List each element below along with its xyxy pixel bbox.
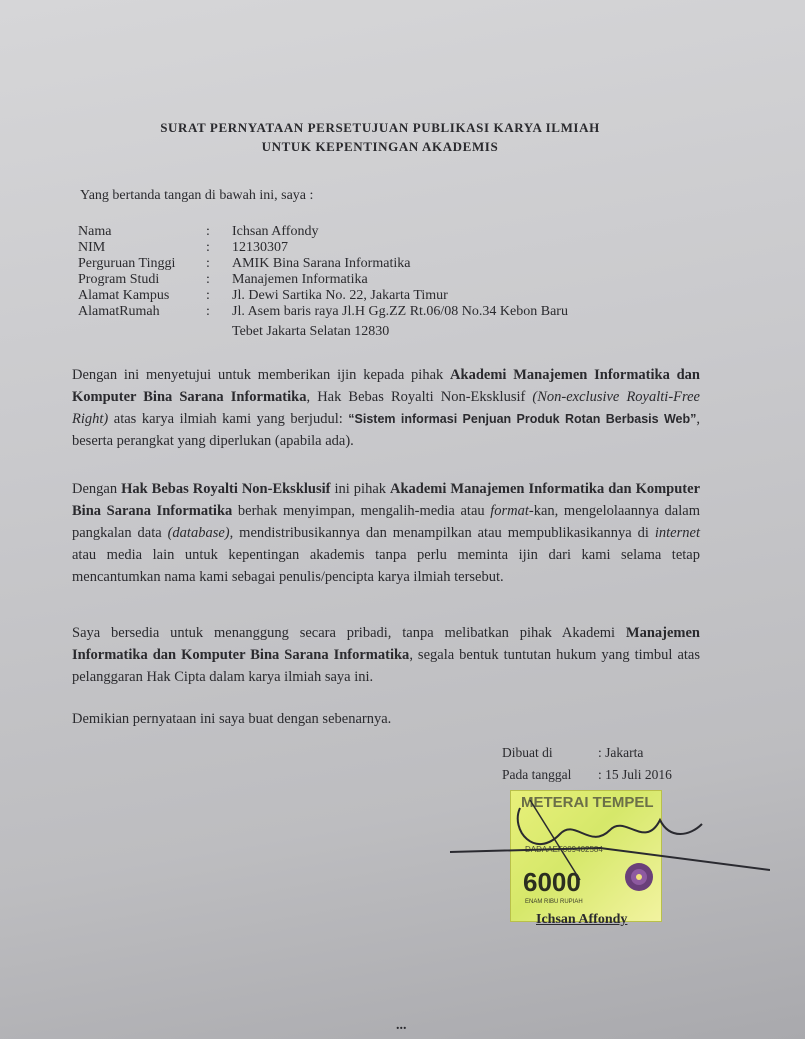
page-continuation: ... (396, 1018, 407, 1033)
text-run: atau media lain untuk kepentingan akademis tanpa perlu meminta ijin dari kami selama tetap mencantumkan nama kami sebagai penulis/pencipta karya ilmiah tersebut. (72, 547, 700, 585)
text-run: ini pihak (330, 481, 391, 497)
identity-label: NIM (78, 240, 106, 255)
date-label: Pada tanggal (502, 767, 572, 782)
text-run: Dengan ini menyetujui untuk memberikan ijin kepada pihak (72, 367, 451, 383)
identity-value: 12130307 (232, 240, 288, 255)
identity-value: AMIK Bina Sarana Informatika (232, 256, 411, 271)
identity-separator: : (206, 256, 210, 271)
text-run: , segala bentuk tuntutan hukum yang timbul atas pelanggaran Hak Cipta dalam karya ilmiah saya ini. (72, 647, 700, 685)
text-run: , Hak Bebas Royalti Non-Eksklusif (306, 389, 533, 405)
identity-row (78, 224, 682, 240)
rights-paragraph (72, 478, 700, 588)
stamp-header: METERAI TEMPEL (521, 794, 654, 811)
place-label: Dibuat di (502, 745, 553, 760)
identity-value: Jl. Dewi Sartika No. 22, Jakarta Timur (232, 288, 448, 303)
term-database: (database) (167, 525, 230, 541)
identity-separator: : (206, 224, 210, 239)
signature-details (502, 742, 672, 786)
right-term: Hak Bebas Royalti Non-Eksklusif (121, 481, 331, 497)
institution-name: Manajemen Informatika dan Komputer Bina Sarana Informatika (72, 625, 700, 663)
identity-row (78, 272, 682, 288)
identity-label: Alamat Kampus (78, 288, 170, 303)
identity-label: Perguruan Tinggi (78, 256, 176, 271)
text-run: atas karya ilmiah kami yang berjudul: (108, 411, 349, 427)
identity-value: Manajemen Informatika (232, 272, 368, 287)
identity-value: Tebet Jakarta Selatan 12830 (232, 324, 390, 339)
identity-separator: : (206, 240, 210, 255)
handwritten-signature (440, 790, 770, 920)
stamp-code: DADAAEF009402584 (525, 845, 603, 854)
liability-paragraph (72, 622, 700, 688)
identity-row (78, 304, 682, 320)
title-line-2: UNTUK KEPENTINGAN AKADEMIS (261, 139, 499, 154)
identity-table (78, 224, 682, 340)
text-run: -kan, mengelolaannya dalam pangkalan data (72, 503, 700, 541)
identity-label: AlamatRumah (78, 304, 160, 319)
stamp-value: 6000 (523, 867, 581, 897)
identity-row (78, 288, 682, 304)
institution-name: Akademi Manajemen Informatika dan Komputer Bina Sarana Informatika (72, 367, 700, 405)
identity-row (78, 324, 682, 340)
place-row (502, 742, 672, 764)
identity-value: Ichsan Affondy (232, 224, 319, 239)
text-run: , mendistribusikannya dan menampilkan atau mempublikasikannya di (229, 525, 655, 541)
identity-value: Jl. Asem baris raya Jl.H Gg.ZZ Rt.06/08 No.34 Kebon Baru (232, 304, 568, 319)
date-row (502, 764, 672, 786)
identity-separator (206, 324, 232, 340)
document-title (100, 118, 660, 156)
right-term: (Non-exclusive Royalti-Free Right) (72, 389, 700, 427)
signer-name: Ichsan Affondy (536, 912, 628, 927)
stamp-words: ENAM RIBU RUPIAH (525, 899, 583, 905)
text-run: Dengan (72, 481, 122, 497)
identity-label (78, 324, 206, 340)
title-line-1: SURAT PERNYATAAN PERSETUJUAN PUBLIKASI KARYA ILMIAH (160, 120, 600, 135)
identity-separator: : (206, 272, 210, 287)
place-value: : Jakarta (598, 745, 644, 760)
text-run: Saya bersedia untuk menanggung secara pribadi, tanpa melibatkan pihak Akademi (72, 625, 626, 641)
identity-label: Program Studi (78, 272, 160, 287)
identity-row (78, 256, 682, 272)
text-run: , beserta perangkat yang diperlukan (apabila ada). (72, 411, 701, 449)
identity-separator: : (206, 288, 210, 303)
identity-row (78, 240, 682, 256)
closing-sentence: Demikian pernyataan ini saya buat dengan sebenarnya. (72, 711, 392, 727)
term-format: format (490, 503, 529, 519)
consent-paragraph (72, 364, 700, 452)
term-internet: internet (654, 525, 700, 541)
opening-sentence: Yang bertanda tangan di bawah ini, saya : (80, 188, 314, 203)
institution-name: Akademi Manajemen Informatika dan Komputer Bina Sarana Informatika (72, 481, 701, 519)
date-value: : 15 Juli 2016 (598, 767, 672, 782)
text-run: berhak menyimpan, mengalih-media atau (232, 503, 491, 519)
identity-label: Nama (78, 224, 112, 239)
identity-separator: : (206, 304, 210, 319)
thesis-title: “Sistem informasi Penjuan Produk Rotan Berbasis Web” (348, 412, 697, 426)
